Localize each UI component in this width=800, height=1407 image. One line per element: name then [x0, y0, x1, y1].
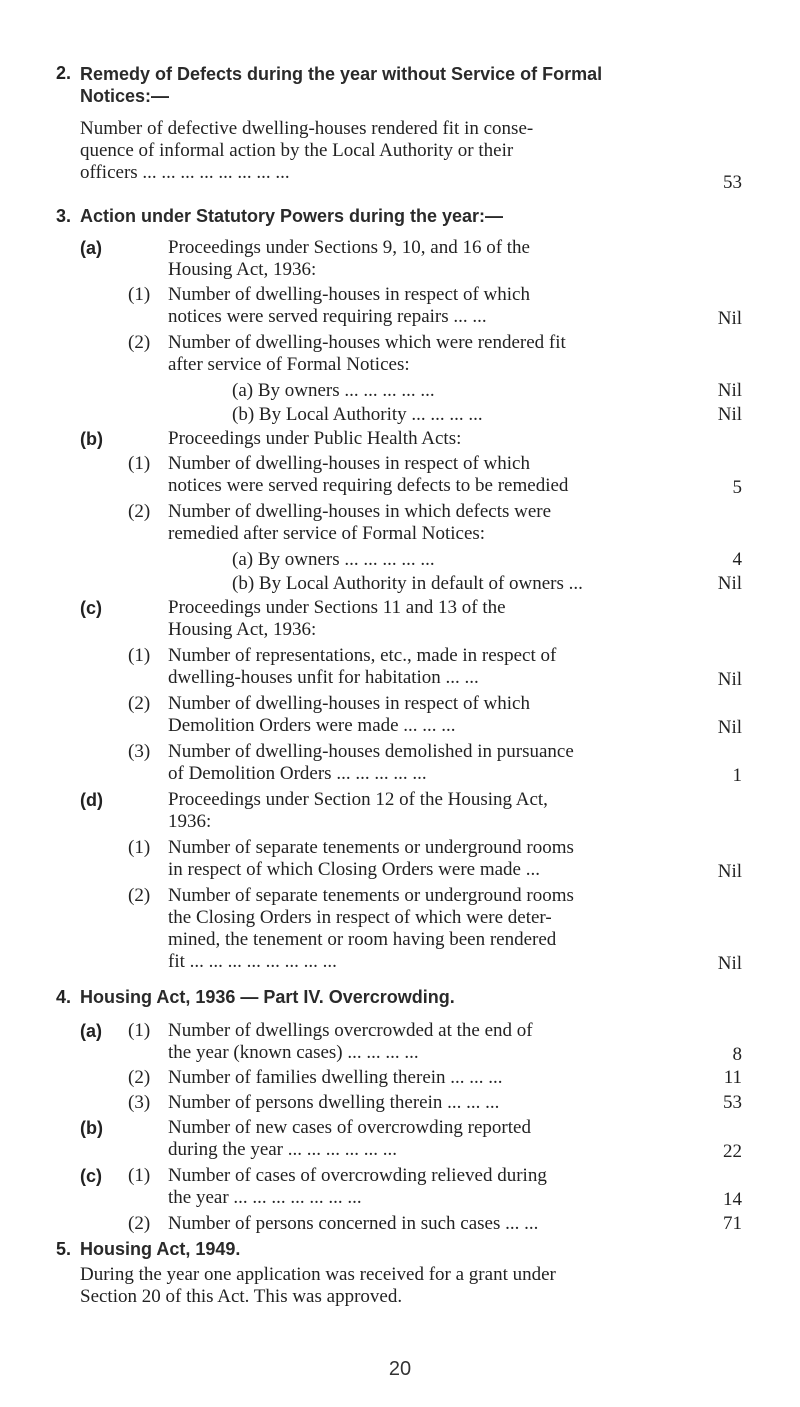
item-number: (2) [128, 501, 151, 522]
item-number: (3) [128, 1092, 151, 1113]
section-3-number: 3. [56, 206, 72, 226]
item-value: 8 [732, 1044, 742, 1065]
sub-a-text: Proceedings under Sections 9, 10, and 16 of the [168, 237, 530, 258]
item-text: in respect of which Closing Orders were made ... [168, 859, 540, 880]
subitem-value: 4 [732, 549, 742, 570]
sub-d-text: 1936: [168, 811, 212, 832]
item-text: of Demolition Orders ... ... ... ... ... [168, 763, 427, 784]
item-value: 11 [723, 1067, 742, 1088]
item-number: (2) [128, 332, 151, 353]
item-text: Number of families dwelling therein ... ... ... [168, 1067, 503, 1088]
subitem-text: (a) By owners ... ... ... ... ... [232, 380, 435, 401]
subitem-value: Nil [717, 404, 742, 425]
item-text: fit ... ... ... ... ... ... ... ... [168, 951, 337, 972]
section-2-heading-cont: Notices:— [80, 86, 170, 106]
item-text: notices were served requiring defects to be remedied [168, 475, 569, 496]
item-text: Number of persons dwelling therein ... ... ... [168, 1092, 500, 1113]
section-3-heading: Action under Statutory Powers during the year:— [80, 206, 504, 226]
item-number: (3) [128, 741, 151, 762]
section-4-number: 4. [56, 987, 72, 1007]
item-value: Nil [717, 953, 742, 974]
section-4-heading: Housing Act, 1936 — Part IV. Overcrowding. [80, 987, 455, 1007]
section-5-text: During the year one application was received for a grant under [80, 1264, 556, 1285]
item-value: 5 [732, 477, 742, 498]
item-text: Number of dwelling-houses in respect of which [168, 693, 530, 714]
section-2-value: 53 [723, 172, 742, 193]
item-value: Nil [717, 669, 742, 690]
item-text: remedied after service of Formal Notices: [168, 523, 486, 544]
item-number: (1) [128, 1165, 151, 1186]
item-number: (1) [128, 645, 151, 666]
sub-d-label: (d) [80, 790, 103, 810]
item-number: (1) [128, 1020, 151, 1041]
section-5-text: Section 20 of this Act. This was approved. [80, 1286, 403, 1307]
sub-b-text: Number of new cases of overcrowding reported [168, 1117, 531, 1138]
subitem-text: (b) By Local Authority in default of owners ... [232, 573, 583, 594]
item-text: the year ... ... ... ... ... ... ... [168, 1187, 362, 1208]
item-text: Number of dwellings overcrowded at the end of [168, 1020, 533, 1041]
item-text: notices were served requiring repairs ... ... [168, 306, 487, 327]
item-text: Number of dwelling-houses in respect of which [168, 284, 530, 305]
item-text: after service of Formal Notices: [168, 354, 410, 375]
item-number: (1) [128, 453, 151, 474]
item-value: 71 [723, 1213, 742, 1234]
item-number: (2) [128, 1213, 151, 1234]
item-value: Nil [717, 717, 742, 738]
item-text: Demolition Orders were made ... ... ... [168, 715, 456, 736]
item-value: 1 [732, 765, 742, 786]
section-2-text: officers ... ... ... ... ... ... ... ... [80, 162, 290, 183]
subitem-text: (b) By Local Authority ... ... ... ... [232, 404, 483, 425]
item-text: Number of separate tenements or underground rooms [168, 885, 574, 906]
item-text: Number of dwelling-houses demolished in pursuance [168, 741, 574, 762]
sub-b-label: (b) [80, 429, 103, 449]
item-value: Nil [717, 308, 742, 329]
subitem-value: Nil [717, 380, 742, 401]
item-value: 53 [723, 1092, 742, 1113]
sub-b-text: Proceedings under Public Health Acts: [168, 428, 462, 449]
sub-b-label: (b) [80, 1118, 103, 1138]
item-number: (1) [128, 837, 151, 858]
section-5-heading: Housing Act, 1949. [80, 1239, 241, 1259]
item-value: 14 [723, 1189, 742, 1210]
item-text: mined, the tenement or room having been rendered [168, 929, 557, 950]
section-2-text: Number of defective dwelling-houses rendered fit in conse- [80, 118, 534, 139]
page-number: 20 [388, 1358, 412, 1380]
sub-c-label: (c) [80, 1166, 102, 1186]
item-text: dwelling-houses unfit for habitation ... ... [168, 667, 479, 688]
sub-a-label: (a) [80, 1021, 102, 1041]
sub-a-text: Housing Act, 1936: [168, 259, 317, 280]
sub-c-label: (c) [80, 598, 102, 618]
item-text: Number of dwelling-houses which were rendered fit [168, 332, 566, 353]
sub-c-text: Housing Act, 1936: [168, 619, 317, 640]
item-value: Nil [717, 861, 742, 882]
section-2-text: quence of informal action by the Local Authority or their [80, 140, 514, 161]
section-2-heading: Remedy of Defects during the year without Service of Formal [80, 64, 603, 84]
item-text: the Closing Orders in respect of which were deter- [168, 907, 552, 928]
subitem-value: Nil [717, 573, 742, 594]
item-text: Number of cases of overcrowding relieved during [168, 1165, 547, 1186]
sub-b-text: during the year ... ... ... ... ... ... [168, 1139, 398, 1160]
item-text: Number of dwelling-houses in respect of which [168, 453, 530, 474]
item-text: the year (known cases) ... ... ... ... [168, 1042, 419, 1063]
item-text: Number of dwelling-houses in which defects were [168, 501, 552, 522]
sub-c-text: Proceedings under Sections 11 and 13 of the [168, 597, 506, 618]
sub-d-text: Proceedings under Section 12 of the Housing Act, [168, 789, 548, 810]
item-number: (2) [128, 693, 151, 714]
item-text: Number of persons concerned in such cases ... ... [168, 1213, 539, 1234]
item-number: (1) [128, 284, 151, 305]
section-2-number: 2. [56, 63, 72, 83]
item-text: Number of representations, etc., made in respect of [168, 645, 557, 666]
section-5-number: 5. [56, 1239, 72, 1259]
item-number: (2) [128, 885, 151, 906]
subitem-text: (a) By owners ... ... ... ... ... [232, 549, 435, 570]
item-number: (2) [128, 1067, 151, 1088]
sub-b-value: 22 [723, 1141, 742, 1162]
item-text: Number of separate tenements or underground rooms [168, 837, 574, 858]
sub-a-label: (a) [80, 238, 102, 258]
